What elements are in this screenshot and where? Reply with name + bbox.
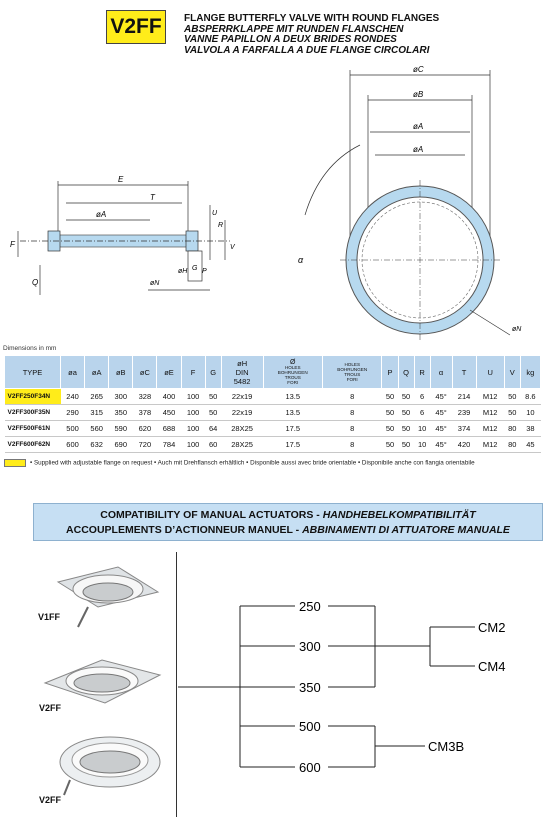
table-cell: 60 [205,437,221,453]
table-cell: 400 [157,389,181,405]
holes2-it: FORI [346,377,358,382]
holes2-fr: TROUS [344,372,361,377]
table-cell: 8 [322,389,381,405]
col-oH-num: 5482 [233,376,251,386]
holes-symbol: Ø [290,358,296,366]
table-cell: 10 [414,437,430,453]
label-oA-outer: øA [413,122,424,131]
table-cell: 720 [133,437,157,453]
table-cell: 50 [398,421,414,437]
col-oB: øB [109,356,133,389]
table-cell: 239 [452,405,476,421]
table-cell: 50 [504,405,520,421]
label-oA: øA [96,210,107,219]
table-cell: 374 [452,421,476,437]
table-cell: 500 [61,421,85,437]
label-U: U [212,210,218,217]
table-cell: 100 [181,389,205,405]
cell-type: V2FF600F62N [5,437,61,453]
table-cell: M12 [476,421,504,437]
col-oA: øA [85,356,109,389]
holes-fr: TROUS [284,374,301,380]
table-cell: 560 [85,421,109,437]
table-cell: 28X25 [221,437,263,453]
label-F: F [10,240,15,249]
title-it: VALVOLA A FARFALLA A DUE FLANGE CIRCOLARI [184,44,430,56]
label-P: P [202,268,207,275]
table-cell: 100 [181,405,205,421]
col-U: U [476,356,504,389]
table-cell: 50 [382,437,398,453]
table-cell: 8 [322,421,381,437]
table-cell: 6 [414,405,430,421]
compat-line1-italic: HANDHEBELKOMPATIBILITÄT [322,509,476,521]
label-oC: øC [413,65,424,74]
compat-line2-regular: ACCOUPLEMENTS D’ACTIONNEUR MANUEL - [66,524,303,536]
product-label-v2ff-1: V2FF [39,703,62,713]
table-cell: 6 [414,389,430,405]
table-cell: 50 [398,389,414,405]
table-cell: 315 [85,405,109,421]
col-V: V [504,356,520,389]
col-Q: Q [398,356,414,389]
table-cell: M12 [476,405,504,421]
holes-de: BOHRUNGEN [277,369,308,375]
table-cell: 13.5 [263,405,322,421]
actuator-cm4: CM4 [478,659,506,674]
label-R: R [218,222,224,229]
table-cell: 100 [181,421,205,437]
col-G: G [205,356,221,389]
label-oN-front: øN [512,326,522,333]
size-350: 350 [299,680,321,695]
table-cell: 22x19 [221,389,263,405]
table-cell: 17.5 [263,437,322,453]
table-cell: 45° [430,389,452,405]
table-cell: 420 [452,437,476,453]
table-cell: 620 [133,421,157,437]
table-cell: 265 [85,389,109,405]
table-cell: M12 [476,389,504,405]
col-type: TYPE [5,356,61,389]
size-300: 300 [299,639,321,654]
table-cell: 17.5 [263,421,322,437]
title-de: ABSPERRKLAPPE MIT RUNDEN FLANSCHEN [184,23,404,35]
table-cell: 300 [109,389,133,405]
size-500: 500 [299,719,321,734]
holes-it: FORI [287,379,299,385]
table-cell: 45° [430,405,452,421]
table-cell: 378 [133,405,157,421]
actuator-cm3b: CM3B [428,739,465,754]
label-Q: Q [32,278,39,287]
legend-text: • Supplied with adjustable flange on request • Auch mit Drehflansch erhältlich • Disponible aussi avec bride orientable • Disponibile anche con flangia orientabile [30,459,475,467]
size-250: 250 [299,599,321,614]
label-E: E [118,175,124,184]
table-cell: 10 [414,421,430,437]
col-oH-din: DIN [235,367,249,377]
actuator-cm2: CM2 [478,620,506,635]
holes-en: HOLES [284,364,301,370]
table-cell: 50 [205,389,221,405]
holes2-en: HOLES [344,362,361,367]
col-T: T [452,356,476,389]
col-oC: øC [133,356,157,389]
label-alpha: α [298,255,304,265]
table-cell: 450 [157,405,181,421]
table-cell: 590 [109,421,133,437]
label-oH: øH [178,268,188,275]
table-cell: 50 [205,405,221,421]
table-cell: 350 [109,405,133,421]
cell-type: V2FF500F61N [5,421,61,437]
label-T: T [150,193,155,202]
table-cell: 50 [382,421,398,437]
label-oB: øB [413,90,424,99]
table-cell: 290 [61,405,85,421]
col-alpha: α [430,356,452,389]
table-cell: 45 [520,437,540,453]
table-cell: 50 [382,405,398,421]
table-cell: 13.5 [263,389,322,405]
table-cell: 214 [452,389,476,405]
col-F: F [181,356,205,389]
table-cell: 600 [61,437,85,453]
product-code-badge: V2FF [106,10,166,44]
table-cell: 784 [157,437,181,453]
compat-line2-italic: ABBINAMENTI DI ATTUATORE MANUALE [302,524,510,536]
label-G: G [192,265,198,272]
table-cell: 22x19 [221,405,263,421]
col-oH-main: øH [237,358,248,368]
holes2-de: BOHRUNGEN [337,367,368,372]
table-cell: 8 [322,405,381,421]
size-600: 600 [299,760,321,775]
col-oE: øE [157,356,181,389]
cell-type: V2FF250F34N [5,389,61,405]
table-cell: 328 [133,389,157,405]
product-label-v1ff: V1FF [38,612,61,622]
table-cell: 45° [430,421,452,437]
label-V: V [230,244,235,251]
table-cell: 8 [322,437,381,453]
table-cell: 100 [181,437,205,453]
table-cell: 632 [85,437,109,453]
table-cell: 688 [157,421,181,437]
table-cell: 80 [504,437,520,453]
table-cell: 50 [504,389,520,405]
table-cell: 690 [109,437,133,453]
table-cell: 8.6 [520,389,540,405]
table-cell: M12 [476,437,504,453]
table-cell: 10 [520,405,540,421]
dimensions-note: Dimensions in mm [3,345,57,352]
col-R: R [414,356,430,389]
title-en: FLANGE BUTTERFLY VALVE WITH ROUND FLANGES [184,13,440,24]
col-P: P [382,356,398,389]
table-cell: 50 [398,437,414,453]
product-label-v2ff-2: V2FF [39,795,62,805]
table-cell: 50 [382,389,398,405]
table-cell: 80 [504,421,520,437]
title-fr: VANNE PAPILLON A DEUX BRIDES RONDES [184,34,397,45]
table-cell: 28X25 [221,421,263,437]
table-cell: 45° [430,437,452,453]
table-cell: 38 [520,421,540,437]
table-cell: 50 [398,405,414,421]
compat-line1-regular: COMPATIBILITY OF MANUAL ACTUATORS - [100,509,323,521]
table-cell: 64 [205,421,221,437]
label-oN: øN [150,280,160,287]
table-cell: 240 [61,389,85,405]
col-kg: kg [520,356,540,389]
col-oa: øa [61,356,85,389]
cell-type: V2FF300F35N [5,405,61,421]
label-oA-inner: øA [413,145,424,154]
